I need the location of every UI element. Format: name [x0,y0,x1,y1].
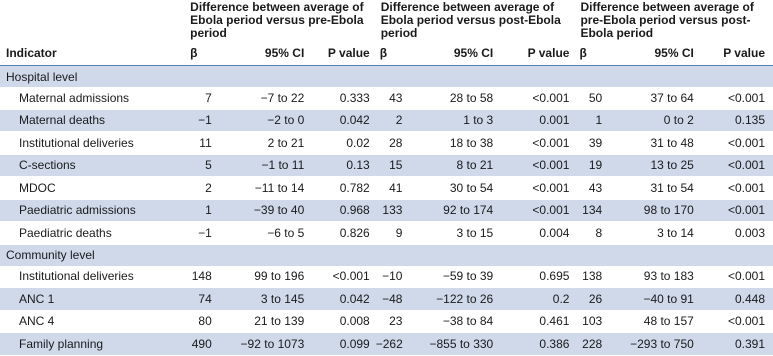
p-cell: <0.001 [702,266,773,288]
ci-cell: −1 to 11 [218,154,311,177]
beta-cell: 148 [186,266,218,288]
indicator-cell: ANC 4 [0,310,186,333]
p-cell: <0.001 [702,87,773,109]
p-cell: <0.001 [702,177,773,200]
p-cell: <0.001 [503,154,575,177]
p-cell: <0.001 [503,132,575,155]
beta-cell: 43 [376,87,409,109]
table-row [0,154,773,177]
ci-cell: 37 to 64 [608,87,702,109]
table-row [0,109,773,132]
ci-cell: 0 to 2 [608,109,702,132]
beta-cell: 7 [186,87,218,109]
indicator-cell: Family planning [0,333,186,356]
ci-cell: −122 to 26 [408,288,503,311]
beta-cell: 134 [575,199,608,222]
indicator-cell: Paediatric admissions [0,199,186,222]
indicator-cell: ANC 1 [0,288,186,311]
indicator-cell: Maternal deaths [0,109,186,132]
column-header-indicator: Indicator [0,41,186,66]
indicator-cell: Institutional deliveries [0,132,186,155]
column-header-beta: β [376,41,409,66]
p-cell: 0.695 [503,266,575,288]
beta-cell: 8 [575,222,608,245]
column-header-p: P value [310,41,375,66]
beta-cell: 103 [575,310,608,333]
beta-cell: 133 [376,199,409,222]
ci-cell: 8 to 21 [408,154,503,177]
column-header-p: P value [702,41,773,66]
beta-cell: −1 [186,222,218,245]
column-header-p: P value [503,41,575,66]
beta-cell: 5 [186,154,218,177]
p-cell: <0.001 [702,199,773,222]
p-cell: 0.461 [503,310,575,333]
indicator-cell: MDOC [0,177,186,200]
ci-cell: −40 to 91 [608,288,702,311]
ci-cell: 3 to 15 [408,222,503,245]
ci-cell: −11 to 14 [218,177,311,200]
p-cell: 0.386 [503,333,575,356]
beta-cell: 15 [376,154,409,177]
beta-cell: 1 [575,109,608,132]
table-row [0,310,773,333]
p-cell: 0.001 [503,109,575,132]
section-row [0,66,773,88]
beta-cell: 19 [575,154,608,177]
section-row [0,244,773,266]
ci-cell: −855 to 330 [408,333,503,356]
ci-cell: −59 to 39 [408,266,503,288]
p-cell: 0.042 [310,288,375,311]
p-cell: <0.001 [702,310,773,333]
beta-cell: 138 [575,266,608,288]
beta-cell: 2 [186,177,218,200]
ci-cell: 1 to 3 [408,109,503,132]
column-header-beta: β [575,41,608,66]
ci-cell: 31 to 48 [608,132,702,155]
beta-cell: −10 [376,266,409,288]
beta-cell: 28 [376,132,409,155]
ci-cell: 92 to 174 [408,199,503,222]
ci-cell: −2 to 0 [218,109,311,132]
beta-cell: 39 [575,132,608,155]
group-header-row [0,0,773,41]
p-cell: 0.02 [310,132,375,155]
beta-cell: 228 [575,333,608,356]
p-cell: 0.448 [702,288,773,311]
p-cell: 0.782 [310,177,375,200]
beta-cell: 490 [186,333,218,356]
ci-cell: −293 to 750 [608,333,702,356]
table-row [0,288,773,311]
beta-cell: 74 [186,288,218,311]
p-cell: 0.968 [310,199,375,222]
group-header-pre-vs-post: Difference between average of pre-Ebola period versus post-Ebola period [580,0,754,40]
group-header-ebola-vs-pre: Difference between average of Ebola period versus pre-Ebola period [190,0,364,40]
beta-cell: −262 [376,333,409,356]
table-row [0,132,773,155]
ci-cell: −7 to 22 [218,87,311,109]
p-cell: <0.001 [503,199,575,222]
beta-cell: 23 [376,310,409,333]
ci-cell: 21 to 139 [218,310,311,333]
p-cell: 0.135 [702,109,773,132]
p-cell: 0.099 [310,333,375,356]
table-row [0,177,773,200]
p-cell: 0.333 [310,87,375,109]
section-title: Hospital level [0,66,773,88]
indicator-cell: Maternal admissions [0,87,186,109]
ci-cell: 3 to 145 [218,288,311,311]
p-cell: 0.391 [702,333,773,356]
ci-cell: 2 to 21 [218,132,311,155]
ci-cell: 99 to 196 [218,266,311,288]
beta-cell: 2 [376,109,409,132]
ci-cell: 3 to 14 [608,222,702,245]
group-header-ebola-vs-post: Difference between average of Ebola period versus post-Ebola period [380,0,561,40]
ci-cell: −39 to 40 [218,199,311,222]
beta-cell: 11 [186,132,218,155]
ci-cell: −92 to 1073 [218,333,311,356]
p-cell: 0.004 [503,222,575,245]
p-cell: <0.001 [503,87,575,109]
table-row [0,222,773,245]
ci-cell: 93 to 183 [608,266,702,288]
beta-cell: 41 [376,177,409,200]
p-cell: <0.001 [310,266,375,288]
column-header-ci: 95% CI [218,41,311,66]
p-cell: 0.13 [310,154,375,177]
indicator-cell: Institutional deliveries [0,266,186,288]
section-title: Community level [0,244,773,266]
column-header-beta: β [186,41,218,66]
p-cell: 0.003 [702,222,773,245]
ci-cell: −38 to 84 [408,310,503,333]
p-cell: <0.001 [702,132,773,155]
table-row [0,199,773,222]
ci-cell: 30 to 54 [408,177,503,200]
group-header-blank [0,0,186,41]
table-body [0,66,773,356]
p-cell: 0.042 [310,109,375,132]
table-row [0,333,773,356]
ci-cell: 31 to 54 [608,177,702,200]
ci-cell: 28 to 58 [408,87,503,109]
beta-cell: 80 [186,310,218,333]
p-cell: 0.008 [310,310,375,333]
beta-cell: −48 [376,288,409,311]
p-cell: 0.826 [310,222,375,245]
table-row [0,87,773,109]
ci-cell: 13 to 25 [608,154,702,177]
indicator-cell: C-sections [0,154,186,177]
beta-cell: −1 [186,109,218,132]
beta-cell: 50 [575,87,608,109]
table-row [0,266,773,288]
p-cell: <0.001 [702,154,773,177]
beta-cell: 26 [575,288,608,311]
beta-cell: 1 [186,199,218,222]
column-header-row [0,41,773,66]
indicator-cell: Paediatric deaths [0,222,186,245]
beta-cell: 43 [575,177,608,200]
table-header [0,0,773,66]
ci-cell: 98 to 170 [608,199,702,222]
ci-cell: 48 to 157 [608,310,702,333]
column-header-ci: 95% CI [608,41,702,66]
ci-cell: −6 to 5 [218,222,311,245]
p-cell: 0.2 [503,288,575,311]
column-header-ci: 95% CI [408,41,503,66]
ci-cell: 18 to 38 [408,132,503,155]
p-cell: <0.001 [503,177,575,200]
beta-cell: 9 [376,222,409,245]
